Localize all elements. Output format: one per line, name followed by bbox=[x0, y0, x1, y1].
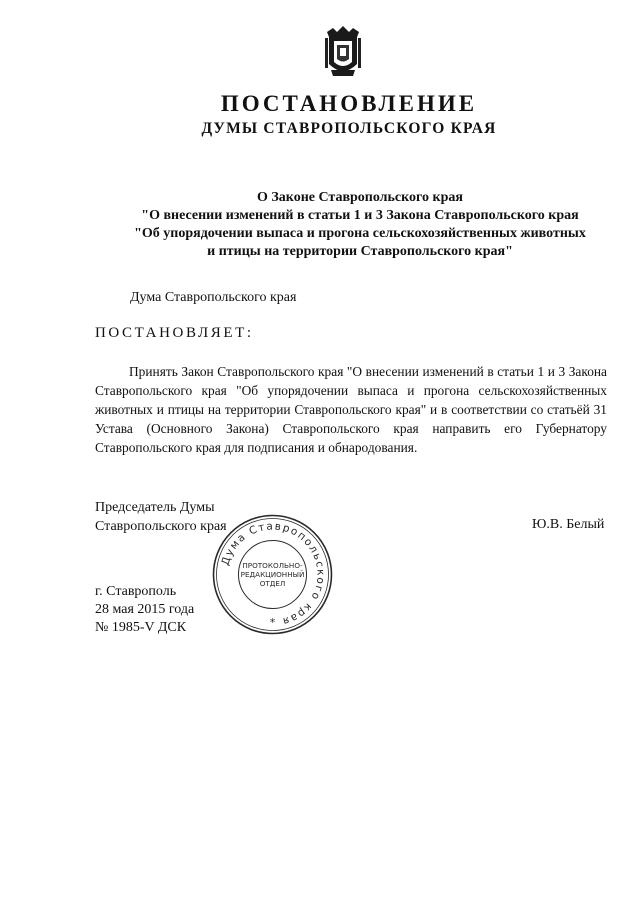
issuer-title: ДУМЫ СТАВРОПОЛЬСКОГО КРАЯ bbox=[201, 120, 497, 137]
city: г. Ставрополь bbox=[95, 584, 177, 599]
signatory-position-line: Ставропольского края bbox=[95, 519, 227, 534]
stamp-center-line: ОТДЕЛ bbox=[259, 579, 286, 588]
stamp-center-line: РЕДАКЦИОННЫЙ bbox=[240, 570, 305, 579]
document-number: № 1985-V ДСК bbox=[95, 620, 187, 635]
stamp-ring-text: Дума Ставропольского края bbox=[219, 520, 327, 628]
date: 28 мая 2015 года bbox=[95, 602, 195, 617]
signatory-position-line: Председатель Думы bbox=[95, 500, 215, 515]
stamp-center-line: ПРОТОКОЛЬНО- bbox=[242, 561, 303, 570]
document-title: ПОСТАНОВЛЕНИЕ bbox=[220, 91, 478, 116]
place-and-date bbox=[95, 583, 194, 637]
law-title-line: "О внесении изменений в статьи 1 и 3 Закона Ставропольского края bbox=[141, 208, 579, 223]
law-title-line: "Об упорядочении выпаса и прогона сельскохозяйственных животных bbox=[134, 226, 586, 241]
resolution-paragraph: Принять Закон Ставропольского края "О внесении изменений в статьи 1 и 3 Закона Ставропольского края "Об упорядочении выпаса и прогона сельскохозяйственных животных и птицы на территории Ставропольского края" и в соответствии со статьёй 31 Устава (Основного Закона) Ставропольского края направить его Губернатору Ставропольского края для подписания и обнародования. bbox=[95, 364, 607, 455]
resolves-heading: ПОСТАНОВЛЯЕТ: bbox=[95, 325, 254, 341]
stamp-star: * bbox=[269, 616, 276, 629]
official-stamp bbox=[210, 512, 335, 637]
law-title-line: О Законе Ставропольского края bbox=[257, 190, 463, 205]
council-name: Дума Ставропольского края bbox=[130, 290, 297, 305]
signatory-name: Ю.В. Белый bbox=[532, 517, 605, 532]
law-title-line: и птицы на территории Ставропольского края" bbox=[207, 244, 513, 259]
signatory-position bbox=[95, 498, 227, 536]
coat-of-arms-icon bbox=[323, 26, 363, 80]
law-title bbox=[100, 189, 620, 261]
